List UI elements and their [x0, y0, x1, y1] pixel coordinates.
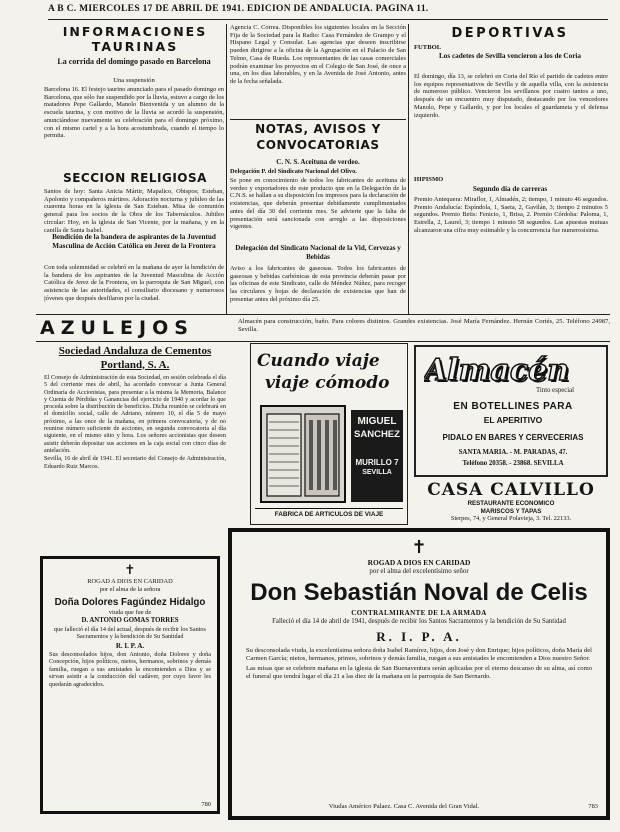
- esquela-main-rip: R. I. P. A.: [376, 628, 462, 644]
- middle-top-notice: Agencia C. Correa. Disponibles los siguientes locales en la Sección Fija de la Sociedad para la Radio: Casa Fernández de Grampo y el Hispano Legal y Consular. Las agencias que deseen inscribirse pueden dirigirse a la oficina de la Agrupación en el Palacio de San Telmo, Casa de Rueda. Los representantes de las casas comerciales podrán examinar los proyectos en el Colegio de San José, de once a una, en los días laborables, y en la Avenida de José Antonio, antes de la fecha señalada.: [230, 24, 406, 85]
- esquela-left-name: Doña Dolores Fagúndez Hidalgo: [54, 597, 206, 608]
- esquela-left-line1: ROGAD A DIOS EN CARIDAD: [87, 578, 173, 585]
- esquela-main-footer: Viudas Américo Palaez. Casa C. Avenida del Gran Vidal.: [328, 803, 480, 810]
- esquela-main-body2: Las misas que se celebren mañana en la iglesia de San Buenaventura serán aplicadas por el eterno descanso de su alma, así como el funeral que tendrá lugar el día 21 a las diez de la mañana en la parroquia de San Bernardo.: [246, 665, 592, 681]
- esquela-main-body: Su desconsolada viuda, la excelentísima señora doña Isabel Ramírez, hijos, don José y don Enrique; hijos políticos, doña María del Carmen García; nietos, hermanos, primos, sobrinos y demás familia, ruegan a sus amistades le encomienden a Dios nuestro Señor.: [246, 646, 592, 662]
- cementos-title: Sociedad Andaluza de Cementos Portland, S. A.: [58, 345, 212, 371]
- calvillo-ad: [412, 480, 610, 526]
- notas-item1-body: Se pone en conocimiento de todos los fabricantes de aceituna de verdeo y exportadores de este producto que en la Delegación de la C.N.S. se hallan a su disposición los impresos para la declaración de existencias, que deberán presentar debidamente cumplimentados antes del día 30 del corriente mes. Se advierte que la falta de presentación será sancionada con arreglo a las disposiciones vigentes.: [230, 177, 406, 231]
- esquela-main-line2: por el alma del excelentísimo señor: [369, 567, 469, 575]
- bendicion-body: Con toda solemnidad se celebró en la mañana de ayer la bendición de la bandera de los aspirantes de la Juventud Masculina de Acción Católica de Jerez de la Frontera, en la parroquia de San Miguel, con asistencia de las autoridades, el consiliario diocesano y numerosos jóvenes que después desfilaron por la ciudad.: [44, 264, 224, 302]
- taurinas-body: Barcelona 16. El festejo taurino anunciado para el pasado domingo en Barcelona, que sólo fue suspendido por la lluvia, estuvo a cargo de los matadores Pepe Gallardo, Manolo Bienvenida y un alumno de la escuela taurina, y con motivo de la lluvia se acordó la suspensión, anunciándose nuevamente su celebración para el domingo próximo, con el mismo cartel y a la hora acostumbrada, cuando el tiempo lo permita.: [44, 86, 224, 140]
- esquela-left-line4: D. ANTONIO GOMAS TORRES: [81, 617, 179, 624]
- esquela-main: [228, 528, 610, 820]
- esquela-main-line1: ROGAD A DIOS EN CARIDAD: [367, 558, 471, 567]
- cementos-body: El Consejo de Administración de esta Sociedad, en sesión celebrada el día 5 del corriente mes de abril, ha acordado convocar a Junta General Ordinaria de Accionistas, para presentar a la misma la Memoria, Balance y Cuenta de Pérdidas y Ganancias del ejercicio de 1940 y acordar lo que proceda sobre la distribución de beneficios. Dicha reunión se celebrará en el domicilio social, calle de Adriano, número 10, el día 5 de mayo próximo, a las once de la mañana, en primera convocatoria, y de no reunirse número suficiente de acciones, en segunda convocatoria al día siguiente, en el mismo sitio y hora. Los señores accionistas que deseen asistir deberán depositar sus acciones en la caja social con cinco días de antelación.: [44, 375, 226, 454]
- notas-item1-lead: Delegación P. del Sindicato Nacional del Olivo.: [230, 168, 357, 175]
- esquela-left-body: Sus desconsolados hijos, don Antonio, doña Dolores y doña Concepción, hijos políticos, nietos, hermanos, sobrinos y demás familia, ruegan a sus amistades la encomienden a Dios y se sirvan asistir a la conducción del cadáver, por cuyo favor les quedarán agradecidos.: [49, 650, 211, 689]
- viaje-ad: [250, 343, 408, 525]
- calvillo-address: Sierpes, 74, y General Polavieja, 3. Tel. 22133.: [450, 515, 572, 522]
- almacen-line5: Teléfono 20358. - 23868. SEVILLA: [462, 460, 564, 467]
- taurinas-title: INFORMACIONES TAURINAS: [62, 24, 208, 54]
- esquela-left-line2: por el alma de la señora: [99, 586, 161, 593]
- viaje-name2: SANCHEZ: [354, 429, 400, 440]
- bendicion-title: Bendición de la bandera de aspirantes de la Juventud Masculina de Acción Católica en Jerez de la Frontera: [52, 233, 216, 250]
- esquela-main-num: 783: [588, 803, 598, 810]
- azulejos-text: Almacén para construcción, baño. Para colores distintos. Grandes existencias. José María Fernández. Hernán Cortés, 25. Teléfono 24987, Sevilla.: [238, 318, 610, 334]
- viaje-name1: MIGUEL: [357, 416, 397, 427]
- religiosa-body: Santos de hoy: Santa Anicia Mártir, Mapalico, Obispos; Esteban, Apolonio y compañeros mártires. Adoración nocturna y jubileo de las cuarenta horas en la iglesia de San Esteban. Misa de comunión general para los socios de la Obra de los Tabernáculos. Jubileo circular: Hoy, en la iglesia de San Vicente, por la mañana, y en la capilla de Santa Isabel.: [44, 188, 224, 232]
- esquela-left-rip: R. I. P. A.: [115, 641, 145, 650]
- taurinas-subtitle: La corrida del domingo pasado en Barcelona: [57, 57, 211, 66]
- cementos-sign: Sevilla, 16 de abril de 1941. El secretario del Consejo de Administración, Eduardo Ruiz Marcos.: [44, 456, 226, 470]
- religiosa-title: SECCION RELIGIOSA: [63, 171, 207, 185]
- page-header: A B C. MIERCOLES 17 DE ABRIL DE 1941. EDICION DE ANDALUCIA. PAGINA 11.: [48, 4, 608, 20]
- viaje-address2: SEVILLA: [362, 469, 392, 476]
- almacen-ad: [414, 345, 608, 477]
- esquela-main-line4: Falleció el día 14 de abril de 1941, después de recibir los Santos Sacramentos y la bendición de Su Santidad: [272, 618, 566, 625]
- esquela-left: [40, 556, 220, 814]
- deportivas-subtitle: Los cadetes de Sevilla vencieron a los de Coria: [438, 52, 581, 60]
- esquela-main-line3: CONTRALMIRANTE DE LA ARMADA: [351, 609, 487, 617]
- deportivas-section-hipismo: HIPISMO: [414, 176, 444, 183]
- trunk-illustration: [257, 400, 353, 506]
- almacen-line1: EN BOTELLINES PARA: [453, 401, 573, 412]
- column-divider: [408, 24, 409, 314]
- deportivas-section-futbol: FUTBOL: [414, 44, 442, 51]
- column-divider: [226, 24, 227, 314]
- azulejos-title: AZULEJOS: [40, 317, 194, 339]
- deportivas-body1: El domingo, día 13, se celebró en Coria del Río el partido de cadetes entre los equipos representativos de Sevilla y de aquella villa, con la asistencia de numeroso público. Vencieron los sevillanos por cuatro tantos a uno, después de un encuentro muy disputado, destacando por los vencedores Manolo, Pepe y Gallardo, y por los locales el guardameta y el defensa izquierdo.: [414, 73, 608, 119]
- viaje-slogan1: Cuando viaje: [257, 351, 380, 371]
- esquela-left-cross: ✝: [124, 563, 136, 578]
- almacen-line4: SANTA MARIA. - M. PARADAS, 47.: [458, 449, 568, 456]
- viaje-footer: FABRICA DE ARTICULOS DE VIAJE: [255, 508, 403, 520]
- esquela-main-name: Don Sebastián Noval de Celis: [250, 579, 588, 606]
- almacen-tag: Tinto especial: [536, 387, 575, 394]
- calvillo-sub2: MARISCOS Y TAPAS: [480, 507, 542, 515]
- esquela-main-cross: ✝: [411, 537, 427, 558]
- viaje-logo-block: [351, 410, 403, 502]
- taurinas-kicker: Una suspensión: [113, 77, 155, 84]
- calvillo-sub1: RESTAURANTE ECONOMICO: [467, 500, 555, 507]
- notas-item2-title: Delegación del Sindicato Nacional de la Vid, Cervezas y Bebidas: [235, 244, 401, 261]
- viaje-address1: MURILLO 7: [355, 458, 399, 467]
- esquela-left-line3: viuda que fue de: [108, 609, 152, 616]
- esquela-left-num: 780: [201, 801, 211, 808]
- notas-item2-body: Aviso a los fabricantes de gaseosas. Todos los fabricantes de gaseosas y bebidas carbónicas de esta provincia deberán pasar por las oficinas de este Sindicato, calle de Méndez Núñez, para recoger las circulares y hojas de declaración de existencias que han de presentar antes del próximo día 25.: [230, 265, 406, 303]
- almacen-brand: Almacén: [424, 353, 570, 388]
- notas-item1-title: C. N. S. Aceituna de verdeo.: [276, 158, 360, 166]
- almacen-line2: EL APERITIVO: [483, 415, 543, 425]
- deportivas-body2: Premio Antequera: Miraflor, 1, Almadén, 2; tiempo, 1 minuto 46 segundos. Premio Andalucía: Espíndola, 1, Saeta, 2, Gavilán, 3; tiempo 2 minutos 5 segundos. Premio Betis: Fenicio, 1, Brisa, 2. Premio Córdoba: Paloma, 1, Estrella, 2, Laurel, 3; tiempo 1 minuto 58 segundos. Las apuestas mutuas alcanzaron una cifra muy estimable y la concurrencia fue numerosísima.: [414, 196, 608, 234]
- esquela-left-line5: que falleció el día 14 del actual, después de recibir los Santos Sacramentos y la bendición de Su Santidad: [54, 625, 206, 641]
- calvillo-title: CASA CALVILLO: [427, 480, 595, 500]
- viaje-slogan2: viaje cómodo: [265, 373, 390, 393]
- notas-top-rule: [230, 119, 406, 120]
- almacen-line3: PIDALO EN BARES Y CERVECERIAS: [442, 433, 584, 442]
- deportivas-subtitle2: Segundo día de carreras: [472, 185, 548, 193]
- deportivas-title: DEPORTIVAS: [451, 26, 569, 41]
- cementos-notice: [40, 343, 230, 520]
- notas-title: NOTAS, AVISOS Y CONVOCATORIAS: [255, 122, 381, 152]
